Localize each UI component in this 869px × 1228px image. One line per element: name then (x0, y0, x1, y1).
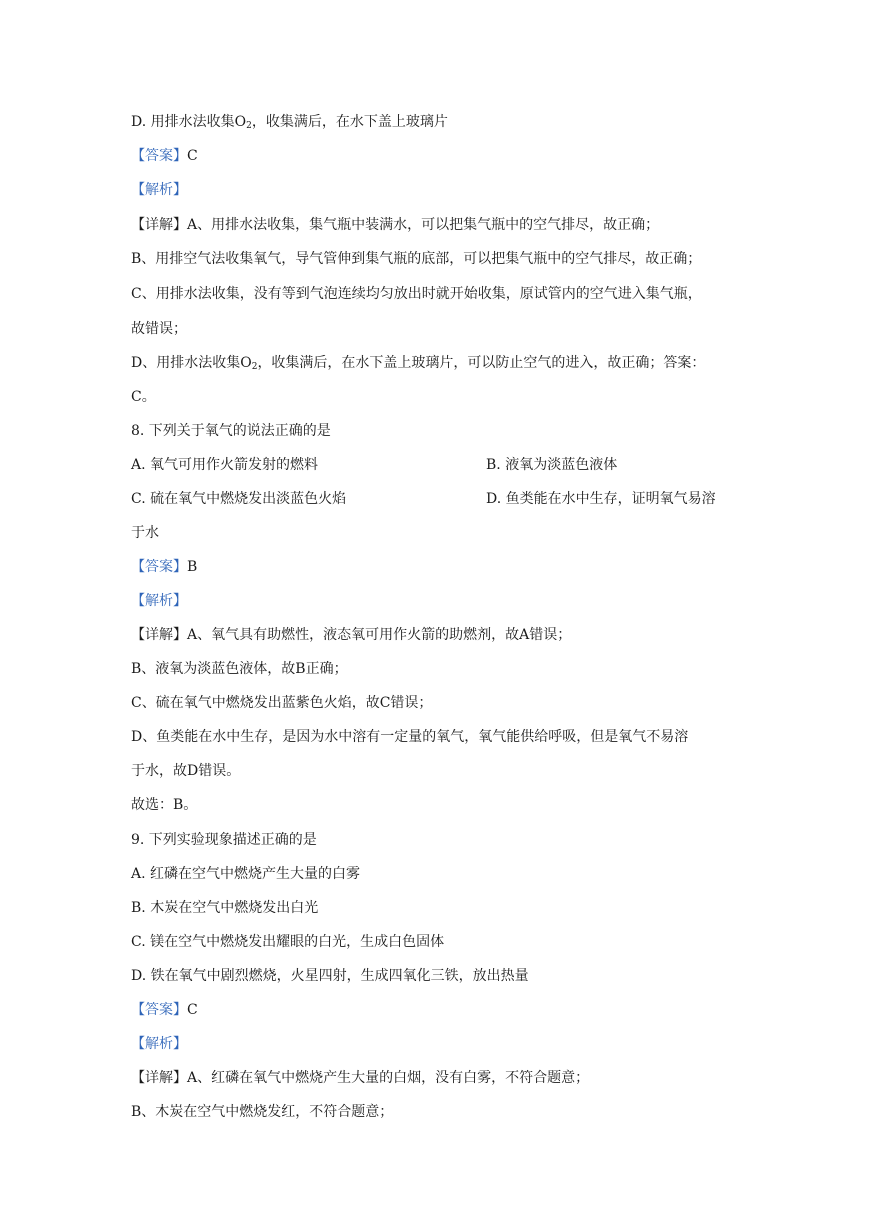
q9-option-a: A. 红磷在空气中燃烧产生大量的白雾 (131, 866, 361, 882)
q7-analysis-label: 【解析】 (131, 182, 187, 198)
q7-option-d: D. 用排水法收集$O_2$，收集满后，在水下盖上玻璃片 (131, 114, 448, 131)
q7-detail-c2: 故错误； (131, 321, 187, 337)
q9-detail-a: 【详解】A、红磷在氧气中燃烧产生大量的白烟，没有白雾，不符合题意； (131, 1070, 590, 1086)
q7-detail-c1: C、用排水法收集，没有等到气泡连续均匀放出时就开始收集，原试管内的空气进入集气瓶， (131, 286, 702, 302)
q8-option-a: A. 氧气可用作火箭发射的燃料 (131, 457, 319, 473)
q8-option-c: C. 硫在氧气中燃烧发出淡蓝色火焰 (131, 491, 347, 507)
q8-detail-c: C、硫在氧气中燃烧发出蓝紫色火焰，故C错误； (131, 695, 433, 711)
q9-option-b: B. 木炭在空气中燃烧发出白光 (131, 900, 319, 916)
q8-analysis-label: 【解析】 (131, 593, 187, 609)
q8-option-d: D. 鱼类能在水中生存，证明氧气易溶 (486, 491, 716, 507)
q8-detail-b: B、液氧为淡蓝色液体，故B正确； (131, 661, 348, 677)
q8-detail-a: 【详解】A、氧气具有助燃性，液态氧可用作火箭的助燃剂，故A错误； (131, 627, 572, 643)
q7-detail-a: 【详解】A、用排水法收集，集气瓶中装满水，可以把集气瓶中的空气排尽，故正确； (131, 217, 660, 233)
q8-stem: 8. 下列关于氧气的说法正确的是 (131, 423, 331, 439)
q7-detail-d2: C。 (131, 389, 156, 405)
q8-option-d-cont: 于水 (131, 525, 159, 541)
q8-detail-d2: 于水，故D错误。 (131, 763, 241, 779)
q8-detail-d1: D、鱼类能在水中生存，是因为水中溶有一定量的氧气，氧气能供给呼吸，但是氧气不易溶 (131, 729, 689, 745)
q9-answer: 【答案】C (131, 1002, 198, 1018)
q9-analysis-label: 【解析】 (131, 1036, 187, 1052)
q8-option-b: B. 液氧为淡蓝色液体 (486, 457, 618, 473)
q9-option-d: D. 铁在氧气中剧烈燃烧，火星四射，生成四氧化三铁，放出热量 (131, 968, 529, 984)
q8-conclusion: 故选：B。 (131, 797, 198, 813)
q7-detail-b: B、用排空气法收集氧气，导气管伸到集气瓶的底部，可以把集气瓶中的空气排尽，故正确； (131, 251, 702, 267)
q9-option-c: C. 镁在空气中燃烧发出耀眼的白光，生成白色固体 (131, 934, 445, 950)
q9-stem: 9. 下列实验现象描述正确的是 (131, 832, 317, 848)
q9-detail-b: B、木炭在空气中燃烧发红，不符合题意； (131, 1104, 394, 1120)
q7-answer: 【答案】C (131, 148, 198, 164)
q8-answer: 【答案】B (131, 559, 198, 575)
q7-detail-d1: D、用排水法收集$O_2$，收集满后，在水下盖上玻璃片，可以防止空气的进入，故正确；答案： (131, 355, 706, 372)
